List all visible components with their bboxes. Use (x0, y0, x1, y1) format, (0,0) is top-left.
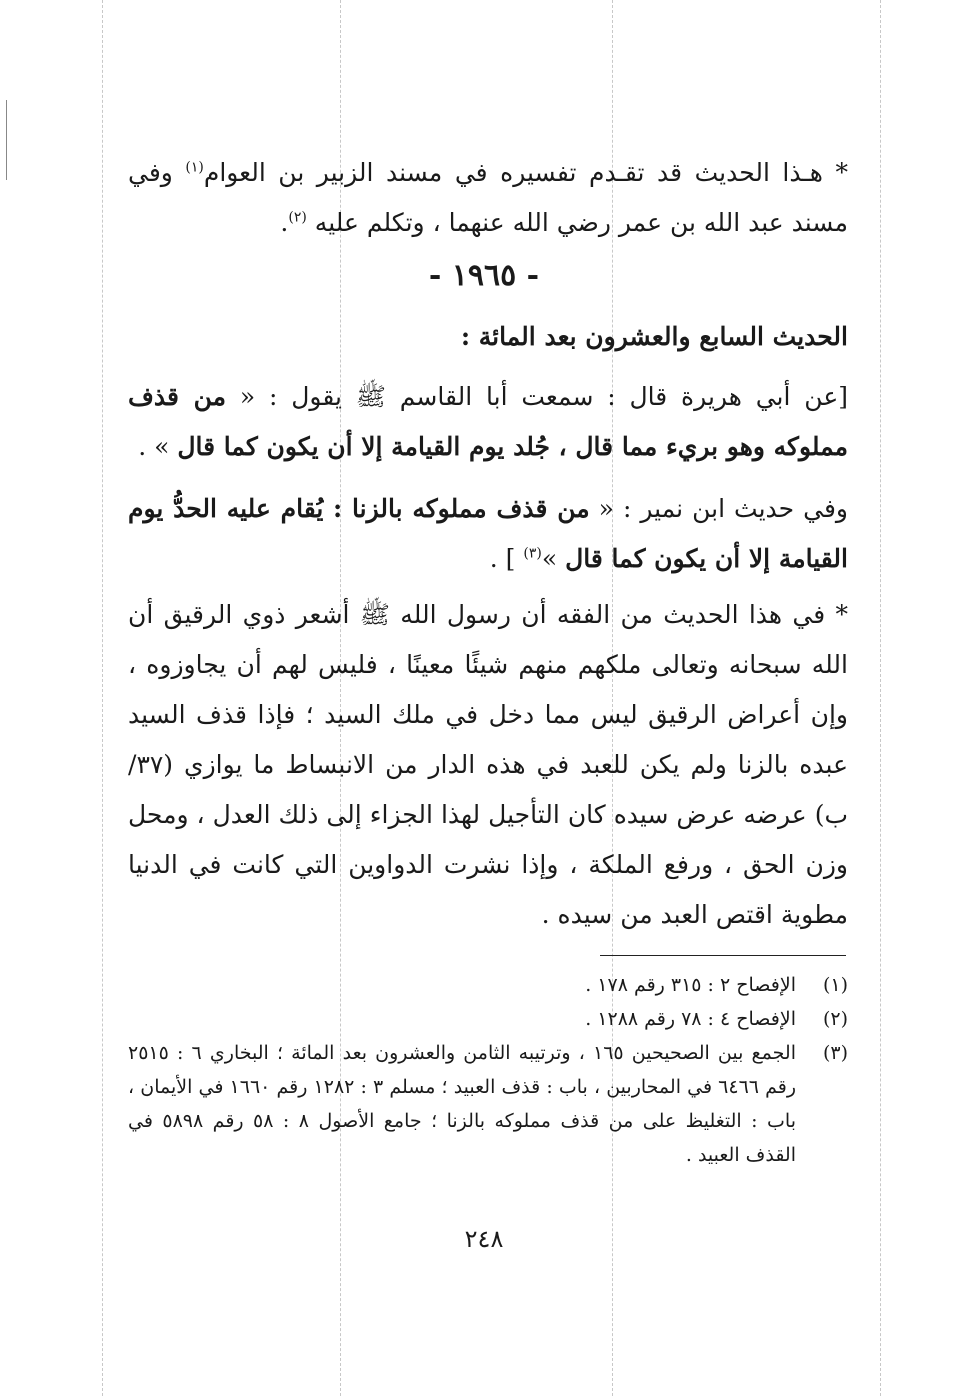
footnote-text: الإفصاح ٤ : ٧٨ رقم ١٢٨٨ . (585, 1008, 796, 1030)
hadith-text-block (128, 372, 848, 472)
variant-bold: من قذف مملوكه بالزنا : يُقام عليه الحدُّ يوم القيامة إلا أن يكون كما قال (128, 494, 848, 573)
footnotes-list (128, 968, 848, 1172)
footnote-separator (600, 955, 846, 956)
hadith-text-bold: من قذف مملوكه وهو بريء مما قال ، جُلد يوم القيامة إلا أن يكون كما قال (128, 382, 848, 461)
scan-guide-line (880, 0, 881, 1396)
commentary-text: * في هذا الحديث من الفقه أن رسول الله ﷺ أشعر ذوي الرقيق أن الله سبحانه وتعالى ملكهم منهم شيئًا معينًا ، فليس لهم أن يجاوزوه ، وإن أعراض الرقيق ليس مما دخل في ملك السيد ؛ فإذا قذف السيد عبده بالزنا ولم يكن للعبد في هذه الدار من الانبساط ما يوازي (٣٧/ ب) عرضه عرض سيده كان التأجيل لهذا الجزاء إلى ذلك العدل ، ومحل وزن الحق ، ورفع الملكة ، وإذا نشرت الدواوين التي كانت في الدنيا مطوية اقتص العبد من سيده . (128, 600, 848, 929)
hadith-title-block (128, 312, 848, 362)
page-number: ٢٤٨ (464, 1225, 504, 1253)
intro-text-2: وفي مسند عبد الله بن عمر رضي الله عنهما ، وتكلم عليه (128, 158, 848, 237)
footnote-ref-3[interactable]: (٣) (523, 545, 542, 562)
hadith-text-close: » . (138, 432, 178, 461)
hadith-title: الحديث السابع والعشرون بعد المائة : (460, 322, 848, 351)
variant-open: وفي حديث ابن نمير : « (589, 494, 849, 523)
footnote-label: (٣) (822, 1042, 848, 1064)
footnote-item (128, 1002, 848, 1036)
commentary-block (128, 590, 848, 940)
footnote-item (128, 1036, 848, 1172)
scan-edge-mark (6, 100, 7, 180)
footnote-text: الإفصاح ٢ : ٣١٥ رقم ١٧٨ . (585, 974, 796, 996)
footnote-label: (١) (822, 974, 848, 996)
footnote-label: (٢) (822, 1008, 848, 1030)
footnote-item (128, 968, 848, 1002)
intro-text-1: * هـذا الحديث قد تقـدم تفسيره في مسند الزبير بن العوام (203, 158, 848, 187)
hadith-number-heading: - ١٩٦٥ - (428, 258, 540, 293)
intro-text-3: . (280, 208, 289, 237)
hadith-text-open: [عن أبي هريرة قال : سمعت أبا القاسم ﷺ يقول : « (226, 382, 848, 411)
footnote-text: الجمع بين الصحيحين ١٦٥ ، وترتيبه الثامن والعشرون بعد المائة ؛ البخاري ٦ : ٢٥١٥ رقم ٦٤٦٦ في المحاربين ، باب : قذف العبيد ؛ مسلم ٣ : ١٢٨٢ رقم ١٦٦٠ في الأيمان ، باب : التغليظ على من قذف مملوكه بالزنا ؛ جامع الأصول ٨ : ٥٨ رقم ٥٨٩٨ في القذف العبيد . (128, 1042, 797, 1166)
scan-guide-line (102, 0, 103, 1396)
footnote-ref-1[interactable]: (١) (185, 159, 204, 176)
footnote-ref-2[interactable]: (٢) (288, 209, 307, 226)
hadith-variant-block (128, 484, 848, 584)
variant-close: » (541, 544, 566, 573)
intro-paragraph (128, 148, 848, 248)
variant-end: ] . (489, 544, 524, 573)
